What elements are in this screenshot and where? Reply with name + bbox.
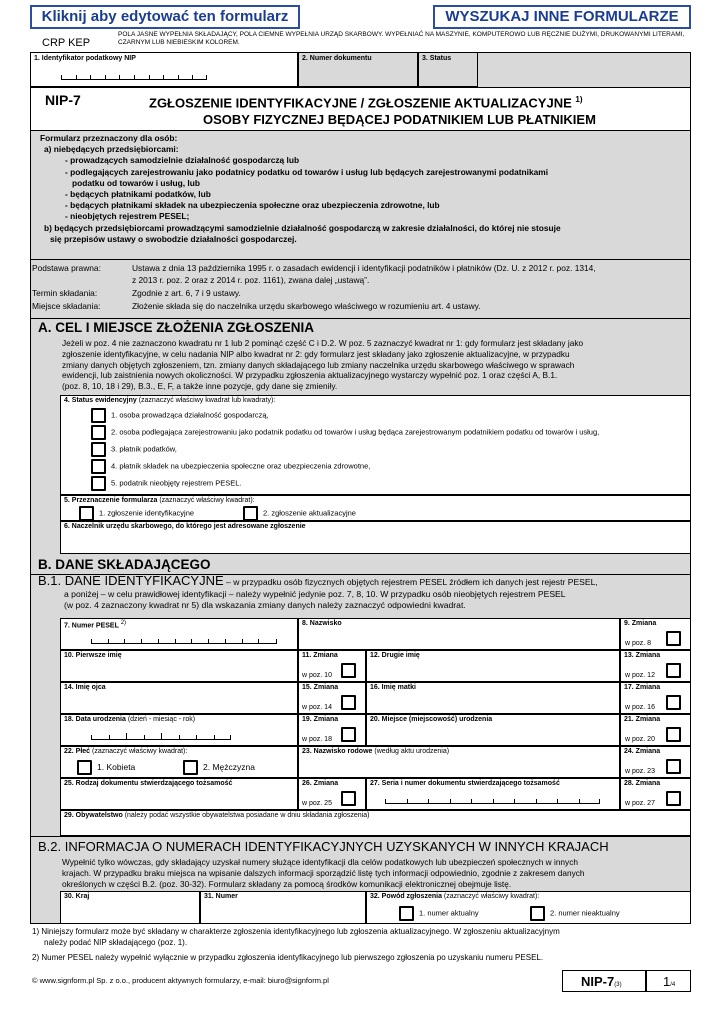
purpose-field-5: [60, 495, 691, 521]
citizenship-field[interactable]: [60, 810, 691, 836]
wpoz20-label: w poz. 20: [625, 736, 655, 743]
fill-instructions: POLA JASNE WYPEŁNIA SKŁADAJĄCY, POLA CIEMNE WYPEŁNIA URZĄD SKARBOWY. WYPEŁNIAĆ NA MASZYNIE, KOMPUTEROWO LUB RĘCZNIE DUŻYMI, DRUKOWANYMI LITERAMI, CZARNYM LUB NIEBIESKIM KOLOREM.: [118, 31, 685, 46]
tax-office-field-6[interactable]: [60, 521, 691, 554]
f21-label: 21. Zmiana: [624, 716, 661, 723]
page-number-box: [646, 970, 691, 992]
f22-note: (zaznaczyć właściwy kwadrat):: [92, 748, 188, 755]
wpoz14-label: w poz. 14: [302, 704, 332, 711]
section-b2-text: Wypełnić tylko wówczas, gdy składający uzyskał numery służące identyfikacji dla celów podatkowych lub ubezpieczeń społecznych w innych krajach. W przypadku braku miejsca na wpisanie dalszych informacji sporządzić listę tych informacji odpowiednio, zgodnie z zakresem danych określonych w części B.2. (poz. 30-32). Formularz składany za pomocą środków komunikacji elektronicznej obejmuje listę.: [62, 857, 585, 889]
sex-field: [60, 746, 298, 778]
wpoz18-label: w poz. 18: [302, 736, 332, 743]
wpoz16-label: w poz. 16: [625, 704, 655, 711]
page-number: 1/4: [663, 974, 676, 989]
checkbox-icon[interactable]: [91, 425, 106, 440]
checkbox-icon[interactable]: [530, 906, 545, 921]
change-24: [620, 746, 691, 778]
section-b2-title: B.2. INFORMACJA O NUMERACH IDENTYFIKACYJNYCH UZYSKANYCH W INNYCH KRAJACH: [38, 839, 609, 854]
wpoz27-label: w poz. 27: [625, 800, 655, 807]
form-code: NIP-7: [45, 92, 81, 108]
reason-option-outdated[interactable]: 2. numer nieaktualny: [530, 906, 620, 921]
footer-code-box: [562, 970, 646, 992]
checkbox-icon[interactable]: [91, 408, 106, 423]
country-field[interactable]: [60, 891, 200, 924]
checkbox-icon[interactable]: [399, 906, 414, 921]
checkbox-icon[interactable]: [341, 663, 356, 678]
f4-option-1[interactable]: 1. osoba prowadząca działalność gospodarczą,: [91, 408, 269, 423]
checkbox-icon[interactable]: [91, 442, 106, 457]
checkbox-icon[interactable]: [79, 506, 94, 521]
f7-label: 7. Numer PESEL $^{2)}$: [64, 620, 127, 630]
f4-label: 4. Status ewidencyjny: [64, 397, 137, 404]
f12-label: 12. Drugie imię: [370, 652, 420, 659]
f29-note: (należy podać wszystkie obywatelstwa posiadane w dniu składania zgłoszenia): [124, 812, 370, 819]
section-a-text: Jeżeli w poz. 4 nie zaznaczono kwadratu nr 1 lub 2 pominąć część C i D.2. W poz. 5 zaznaczyć kwadrat nr 1: gdy formularz jest składany jako zgłoszenie identyfikacyjne, w celu nadania NIP albo kwadrat nr 2: gdy formularz jest składany jako zgłoszenie aktualizacyjne, w przypadku zmiany danych objętych zgłoszeniem, tzn. zmiany danych składającego lub zmiany naczelnika urzędu skarbowego właściwego w sprawach ewidencji, lub zaistnienia nowych okoliczności. W przypadku zgłoszenia aktualizacyjnego wystarczy wypełnić poz. 1 oraz części A, B.1. (poz. 8, 10, 18 i 29), B.3., E, F, a także inne pozycje, gdy dane się zmieniły.: [62, 338, 584, 392]
footer-code: NIP-7(3): [581, 974, 622, 989]
first-name-field[interactable]: [60, 650, 298, 682]
f18-note: (dzień - miesiąc - rok): [127, 716, 196, 723]
status-label: 3. Status: [422, 55, 452, 62]
id-type-field[interactable]: [60, 778, 298, 810]
checkbox-icon[interactable]: [91, 459, 106, 474]
section-b1-header: B.1. DANE IDENTYFIKACYJNE – w przypadku osób fizycznych objętych rejestrem PESEL źródłem ich danych jest rejestr PESEL, a poniżej – w celu prawidłowej identyfikacji – należy wypełnić jedynie poz. 7, 8, 10. W przypadku osób nieobjętych rejestrem PESEL (w poz. 4 zaznaczony kwadrat nr 5) dla wskazania zmiany danych należy zaznaczyć odpowiedni kwadrat.: [38, 573, 598, 610]
f25-label: 25. Rodzaj dokumentu stwierdzającego tożsamość: [64, 780, 233, 787]
f28-label: 28. Zmiana: [624, 780, 661, 787]
f18-label: 18. Data urodzenia: [64, 716, 126, 723]
f24-label: 24. Zmiana: [624, 748, 661, 755]
wpoz10-label: w poz. 10: [302, 672, 332, 679]
f27-label: 27. Seria i numer dokumentu stwierdzającego tożsamość: [370, 780, 560, 787]
birth-date-comb: [91, 736, 231, 740]
wpoz23-label: w poz. 23: [625, 768, 655, 775]
mother-name-field[interactable]: [366, 682, 620, 714]
checkbox-icon[interactable]: [341, 727, 356, 742]
checkbox-icon[interactable]: [341, 791, 356, 806]
f6-label: 6. Naczelnik urzędu skarbowego, do którego jest adresowane zgłoszenie: [64, 523, 306, 530]
change-19: [298, 714, 366, 746]
reason-field: [366, 891, 691, 924]
f20-label: 20. Miejsce (miejscowość) urodzenia: [370, 716, 493, 723]
f5-note: (zaznaczyć właściwy kwadrat):: [159, 497, 255, 504]
change-17: [620, 682, 691, 714]
f4-option-4[interactable]: 4. płatnik składek na ubezpieczenia społeczne oraz ubezpieczenia zdrowotne,: [91, 459, 370, 474]
edit-form-button[interactable]: Kliknij aby edytować ten formularz: [30, 5, 300, 29]
wpoz8-label: w poz. 8: [625, 640, 652, 647]
f23-label: 23. Nazwisko rodowe: [302, 748, 373, 755]
father-name-field[interactable]: [60, 682, 298, 714]
birth-date-field[interactable]: [60, 714, 298, 746]
status-field-4: [60, 395, 691, 495]
wpoz12-label: w poz. 12: [625, 672, 655, 679]
sex-option-female[interactable]: 1. Kobieta: [77, 760, 135, 775]
checkbox-icon[interactable]: [666, 727, 681, 742]
f19-label: 19. Zmiana: [302, 716, 339, 723]
checkbox-icon[interactable]: [91, 476, 106, 491]
f5-option-2[interactable]: 2. zgłoszenie aktualizacyjne: [243, 506, 356, 521]
f8-label: 8. Nazwisko: [302, 620, 342, 627]
copyright: © www.signform.pl Sp. z o.o., producent aktywnych formularzy, e-mail: biuro@signform.pl: [32, 976, 329, 985]
checkbox-icon[interactable]: [666, 631, 681, 646]
section-a-title: A. CEL I MIEJSCE ZŁOŻENIA ZGŁOSZENIA: [38, 320, 315, 335]
f26-label: 26. Zmiana: [302, 780, 339, 787]
checkbox-icon[interactable]: [183, 760, 198, 775]
sex-option-male[interactable]: 2. Mężczyzna: [183, 760, 255, 775]
document-number-label: 2. Numer dokumentu: [302, 55, 372, 62]
checkbox-icon[interactable]: [77, 760, 92, 775]
checkbox-icon[interactable]: [666, 759, 681, 774]
f32-label: 32. Powód zgłoszenia: [370, 893, 442, 900]
f22-label: 22. Płeć: [64, 748, 91, 755]
change-28: [620, 778, 691, 810]
id-number-field[interactable]: [366, 778, 620, 810]
f9-label: 9. Zmiana: [624, 620, 657, 627]
checkbox-icon[interactable]: [666, 695, 681, 710]
change-21: [620, 714, 691, 746]
f4-option-3[interactable]: 3. płatnik podatków,: [91, 442, 177, 457]
second-name-field[interactable]: [366, 650, 620, 682]
f15-label: 15. Zmiana: [302, 684, 339, 691]
search-forms-button[interactable]: WYSZUKAJ INNE FORMULARZE: [433, 5, 691, 29]
f4-note: (zaznaczyć właściwy kwadrat lub kwadraty):: [138, 397, 276, 404]
nip-comb: [61, 76, 207, 80]
f16-label: 16. Imię matki: [370, 684, 416, 691]
f4-option-2[interactable]: 2. osoba podlegająca zarejestrowaniu jako podatnik podatku od towarów i usług będąca zarejestrowanym podatnikiem podatku od towarów i usług,: [91, 425, 599, 440]
checkbox-icon[interactable]: [666, 791, 681, 806]
f23-note: (według aktu urodzenia): [374, 748, 450, 755]
f4-option-5[interactable]: 5. podatnik nieobjęty rejestrem PESEL.: [91, 476, 242, 491]
document-number-field: [298, 52, 418, 87]
pesel-field[interactable]: [60, 618, 298, 650]
f32-note: (zaznaczyć właściwy kwadrat):: [443, 893, 540, 900]
nip-label: 1. Identyfikator podatkowy NIP: [34, 55, 136, 62]
nip-field[interactable]: [30, 52, 298, 87]
f14-label: 14. Imię ojca: [64, 684, 106, 691]
wpoz25-label: w poz. 25: [302, 800, 332, 807]
birth-place-field[interactable]: [366, 714, 620, 746]
change-26: [298, 778, 366, 810]
f10-label: 10. Pierwsze imię: [64, 652, 122, 659]
f13-label: 13. Zmiana: [624, 652, 661, 659]
f30-label: 30. Kraj: [64, 893, 90, 900]
status-field: [418, 52, 478, 87]
f11-label: 11. Zmiana: [302, 652, 338, 659]
f5-label: 5. Przeznaczenie formularza: [64, 497, 158, 504]
change-15: [298, 682, 366, 714]
checkbox-icon[interactable]: [666, 663, 681, 678]
change-13: [620, 650, 691, 682]
legal-basis: Podstawa prawna: Ustawa z dnia 13 października 1995 r. o zasadach ewidencji i identyfikacji podatników i płatników (Dz. U. z 2012 r. poz. 1314, z 2013 r. poz. 2 oraz z 2014 r. poz. 1161), zwana dalej „ustawą”. Termin składania: Zgodnie z art. 6, 7 i 9 ustawy. Miejsce składania: Złożenie składa się do naczelnika urzędu skarbowego właściwego w rozumieniu art. 4 ustawy.: [32, 263, 596, 311]
reason-option-current[interactable]: 1. numer aktualny: [399, 906, 479, 921]
title-line1: ZGŁOSZENIE IDENTYFIKACYJNE / ZGŁOSZENIE AKTUALIZACYJNE $^{1)}$: [149, 95, 583, 111]
crp-kep-label: CRP KEP: [42, 37, 91, 49]
title-area: [30, 87, 691, 131]
pesel-comb: [91, 640, 277, 644]
section-b-title: B. DANE SKŁADAJĄCEGO: [38, 557, 211, 572]
id-number-comb: [385, 800, 600, 804]
f31-label: 31. Numer: [204, 893, 238, 900]
f5-option-1[interactable]: 1. zgłoszenie identyfikacyjne: [79, 506, 194, 521]
change-11: [298, 650, 366, 682]
surname-field[interactable]: [298, 618, 620, 650]
intro-block: Formularz przeznaczony dla osób: a) niebędących przedsiębiorcami: - prowadzących samodzielnie działalność gospodarczą lub - podlegających zarejestrowaniu jako podatnicy podatku od towarów i usług lub będących zarejestrowanymi podatnikami podatku od towarów i usług, lub - będących płatnikami podatków, lub - będących płatnikami składek na ubezpieczenia społeczne oraz ubezpieczenia zdrowotne, lub - nieobjętych rejestrem PESEL; b) będących przedsiębiorcami prowadzącymi samodzielnie działalność gospodarczą w zakresie działalności, do której nie stosuje się przepisów ustawy o swobodzie działalności gospodarczej.: [40, 133, 561, 244]
checkbox-icon[interactable]: [243, 506, 258, 521]
f17-label: 17. Zmiana: [624, 684, 661, 691]
change-9: [620, 618, 691, 650]
title-line2: OSOBY FIZYCZNEJ BĘDĄCEJ PODATNIKIEM LUB PŁATNIKIEM: [203, 112, 596, 127]
family-name-field[interactable]: [298, 746, 620, 778]
checkbox-icon[interactable]: [341, 695, 356, 710]
footnotes: 1) Niniejszy formularz może być składany w charakterze zgłoszenia identyfikacyjnego lub zgłoszenia aktualizacyjnego. W zgłoszeniu aktualizacyjnym należy podać NIP składającego (poz. 1). 2) Numer PESEL należy wypełnić wyłącznie w przypadku zgłoszenia identyfikacyjnego lub pierwszego zgłoszenia po uzyskaniu numeru PESEL.: [32, 927, 560, 962]
number-field[interactable]: [200, 891, 366, 924]
f29-label: 29. Obywatelstwo: [64, 812, 123, 819]
